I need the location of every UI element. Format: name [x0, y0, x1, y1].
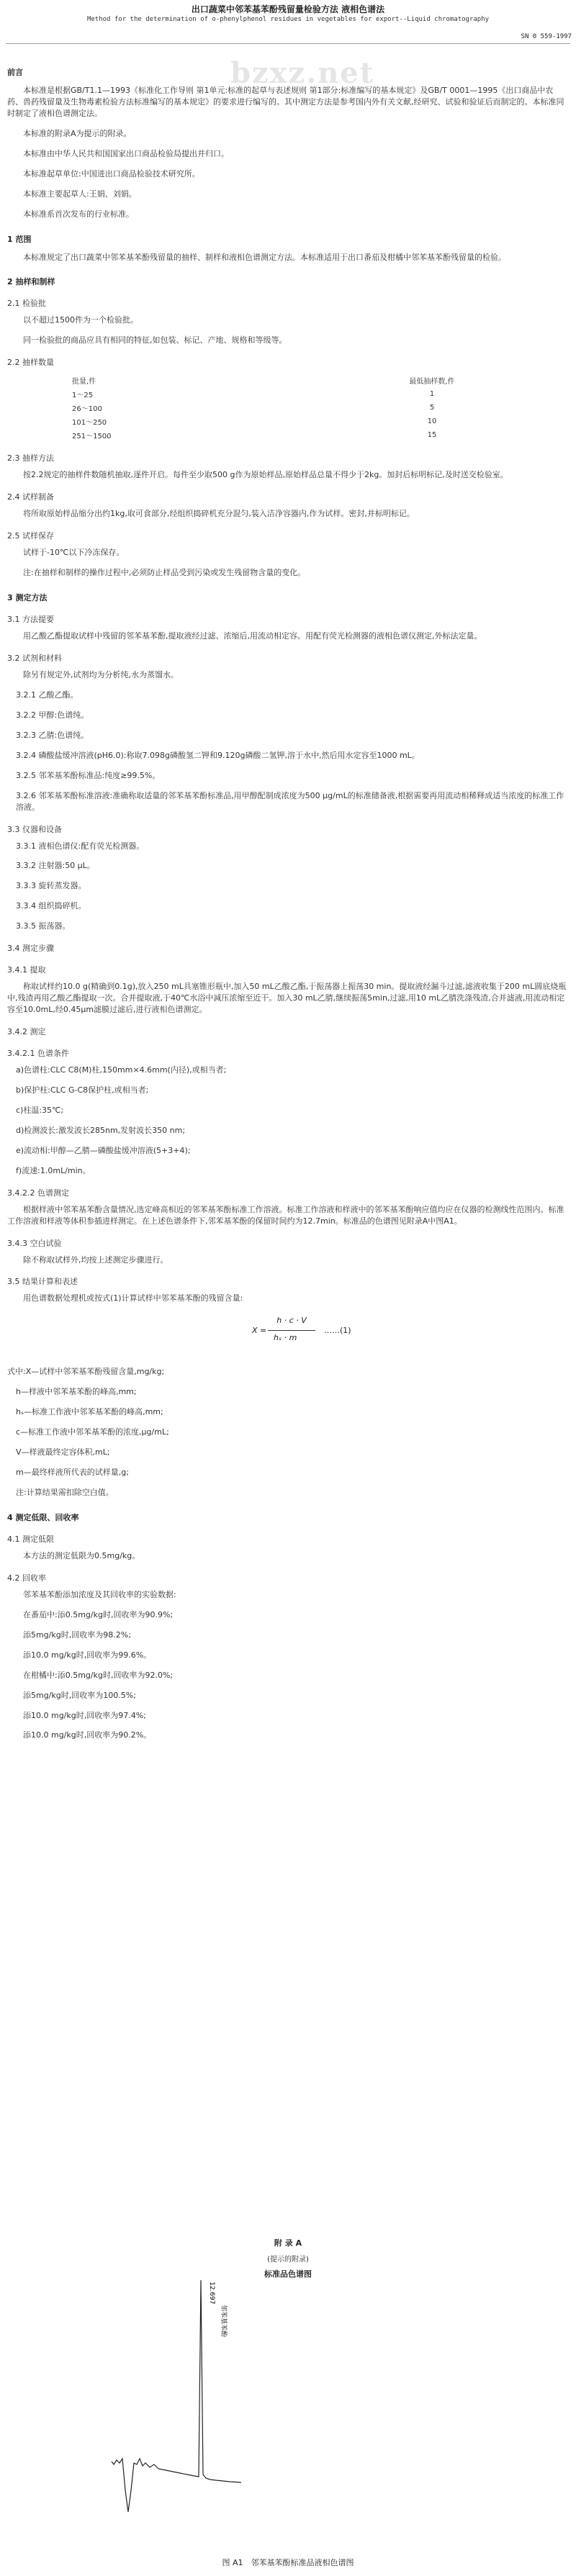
where-v: V—样液最终定容体积,mL;: [16, 1447, 110, 1458]
table-header-cell: 最低抽样数,件: [409, 378, 455, 387]
section-3-heading: 3 测定方法: [7, 593, 48, 603]
where-h: h—样液中邻苯基苯酚的峰高,mm;: [16, 1387, 137, 1397]
foreword-p1: 本标准是根据GB/T1.1—1993《标准化工作导则 第1单元:标准的起草与表述规则 第1部分:标准编写的基本规定》及GB/T 0001—1995《出口商品中农药、兽药残留量及生物毒素检验方法标准编写的基本规定》的要求进行编写的。其中测定方法是参考国内外有关文献,经研究、试验和验证后而制定的。本标准同时制定了液相色谱测定法。: [7, 86, 564, 118]
table-row: [50, 428, 475, 442]
foreword-heading: 前言: [7, 68, 23, 77]
foreword-p5: 本标准主要起草人:王娟、刘娟。: [23, 189, 137, 199]
table-cell: 1～25: [72, 392, 94, 400]
para-4-2: 邻苯基苯酚添加浓度及其回收率的实验数据:: [23, 1589, 176, 1599]
foreword-p6: 本标准系首次发布的行业标准。: [23, 209, 134, 219]
recovery-7: 添10.0 mg/kg时,回收率为90.2%。: [23, 1730, 152, 1740]
where-c: c—标准工作液中邻苯基苯酚的浓度,μg/mL;: [16, 1427, 169, 1437]
foreword-p4: 本标准起草单位:中国进出口商品检验技术研究所。: [23, 168, 200, 178]
condition-d: d)检测波长:激发波长285nm,发射波长350 nm;: [16, 1125, 186, 1135]
heading-3-5: 3.5 结果计算和表述: [7, 1277, 78, 1287]
item-3-3-4: 3.3.4 组织捣碎机。: [16, 901, 86, 911]
heading-3-3: 3.3 仪器和设备: [7, 824, 62, 834]
para-2-1a: 以不超过1500件为一个检验批。: [23, 315, 138, 325]
where-hs: hₛ—标准工作液中邻苯基苯酚的峰高,mm;: [16, 1407, 163, 1417]
item-3-2-5: 3.2.5 邻苯基苯酚标准品:纯度≥99.5%。: [16, 770, 161, 780]
formula-denominator: hₛ · m: [274, 1333, 297, 1343]
doc-title: 出口蔬菜中邻苯基苯酚残留量检验方法 液相色谱法: [191, 4, 385, 14]
heading-3-2: 3.2 试剂和材料: [7, 654, 62, 663]
section-1-heading: 1 范围: [7, 234, 32, 244]
heading-3-4-2: 3.4.2 测定: [7, 1027, 46, 1036]
heading-2-1: 2.1 检验批: [7, 299, 46, 309]
foreword-p2: 本标准的附录A为提示的附录。: [23, 128, 132, 138]
heading-2-4: 2.4 试样制备: [7, 492, 54, 502]
table-cell: 15: [427, 431, 437, 440]
para-2-3: 按2.2规定的抽样件数随机抽取,逐件开启。每件至少取500 g作为原始样品,原始样品总量不得少于2kg。加封后标明标记,及时送交检验室。: [23, 470, 508, 480]
heading-3-4-2-2: 3.4.2.2 色谱测定: [7, 1188, 69, 1198]
heading-3-4-1: 3.4.1 提取: [7, 965, 46, 975]
condition-f: f)流速:1.0mL/min。: [16, 1165, 91, 1175]
peak-time-label: 12.697: [208, 2282, 215, 2305]
heading-2-5: 2.5 试样保存: [7, 531, 54, 541]
para-3-5: 用色谱数据处理机或按式(1)计算试样中邻苯基苯酚的残留含量:: [23, 1293, 243, 1303]
formula-numerator: h · c · V: [276, 1316, 307, 1326]
formula-lhs: X =: [252, 1326, 267, 1336]
document-body: [7, 53, 569, 1750]
table-row: [50, 401, 475, 415]
item-3-2-2: 3.2.2 甲醇:色谱纯。: [16, 710, 89, 720]
recovery-4: 在柑橘中:添0.5mg/kg时,回收率为92.0%;: [23, 1670, 174, 1680]
para-2-5a: 试样于-10℃以下冷冻保存。: [23, 548, 125, 558]
item-3-3-1: 3.3.1 液相色谱仪:配有荧光检测器。: [16, 841, 145, 851]
table-cell: 10: [427, 417, 437, 426]
table-cell: 26～100: [72, 405, 102, 414]
para-2-4: 将所取原始样品缩分出约1kg,取可食部分,经组织捣碎机充分混匀,装入洁净容器内,作为试样。密封,并标明标记。: [23, 509, 415, 519]
heading-4-1: 4.1 测定低限: [7, 1534, 54, 1544]
heading-3-1: 3.1 方法提要: [7, 615, 54, 625]
table-cell: 5: [429, 404, 435, 412]
para-3-2: 除另有规定外,试剂均为分析纯,水为蒸馏水。: [23, 670, 179, 679]
peak-compound-label: 邻苯基苯酚: [220, 2305, 227, 2338]
table-row: [50, 387, 475, 401]
table-cell: 251～1500: [72, 433, 112, 441]
foreword-p3: 本标准由中华人民共和国国家出口商品检验局提出并归口。: [23, 148, 229, 158]
calc-note: 注:计算结果需扣除空白值。: [16, 1488, 114, 1497]
heading-3-4-3: 3.4.3 空白试验: [7, 1238, 62, 1248]
item-3-2-3: 3.2.3 乙腈:色谱纯。: [16, 730, 89, 740]
para-3-4-1: 称取试样约10.0 g(精确到0.1g),放入250 mL具塞锥形瓶中,加入50 mL乙酸乙酯,于振荡器上振荡30 min。提取液经漏斗过滤,滤液收集于200 mL圆底烧瓶中,残渣再用乙酸乙酯提取一次。合并提取液,于40℃水浴中减压浓缩至近干。加入30 mL乙腈,继续振荡5min,过滤,用10 mL乙腈洗涤残渣,合并滤液,用流动相定容至10.0mL,经0.45μm滤膜过滤后,进行液相色谱测定。: [7, 982, 567, 1015]
item-3-3-5: 3.3.5 振荡器。: [16, 921, 71, 931]
para-3-4-2-2: 根据样液中邻苯基苯酚含量情况,选定峰高相近的邻苯基苯酚标准工作溶液。标准工作溶液和样液中的邻苯基苯酚响应值均应在仪器的检测线性范围内。标准工作溶液和样液等体积参插进样测定。在上述色谱条件下,邻苯基苯酚的保留时间约为12.7min。标准品的色谱图见附录A中图A1。: [7, 1204, 564, 1226]
para-3-4-3: 除不称取试样外,均按上述测定步骤进行。: [23, 1255, 168, 1265]
formula-1: [7, 1313, 569, 1356]
recovery-6: 添10.0 mg/kg时,回收率为97.4%;: [23, 1710, 146, 1720]
condition-e: e)流动相:甲醇—乙腈—磷酸盐缓冲溶液(5+3+4);: [16, 1145, 191, 1155]
section-4-heading: 4 测定低限、回收率: [7, 1512, 79, 1522]
heading-3-4: 3.4 测定步骤: [7, 944, 54, 954]
item-3-2-4: 3.2.4 磷酸盐缓冲溶液(pH6.0):称取7.098g磷酸氢二钾和9.120g磷酸二氢钾,溶于水中,然后用水定容至1000 mL。: [16, 750, 420, 760]
table-header-row: [50, 374, 475, 387]
appendix-subtitle: 标准品色谱图: [264, 2269, 312, 2279]
formula-tag: ……(1): [324, 1326, 351, 1336]
header-rule: [6, 43, 570, 44]
para-4-1: 本方法的测定低限为0.5mg/kg。: [23, 1550, 140, 1560]
table-row: [50, 415, 475, 428]
table-cell: 1: [429, 390, 435, 399]
para-2-5b: 注:在抽样和制样的操作过程中,必须防止样品受到污染或发生残留物含量的变化。: [23, 568, 306, 578]
where-clause: 式中:X—试样中邻苯基苯酚残留含量,mg/kg;: [7, 1367, 165, 1377]
fraction-bar: [268, 1330, 315, 1331]
item-3-2-1: 3.2.1 乙酸乙酯。: [16, 690, 78, 700]
recovery-3: 添10.0 mg/kg时,回收率为99.6%。: [23, 1650, 152, 1660]
appendix-title: 附 录 A: [274, 2238, 302, 2248]
para-3-1: 用乙酸乙酯提取试样中残留的邻苯基苯酚,提取液经过滤、浓缩后,用流动相定容。用配有荧光检测器的液相色谱仪测定,外标法定量。: [23, 631, 482, 641]
standard-number: SN 0 559-1997: [521, 33, 572, 40]
appendix-note: (提示的附录): [267, 2256, 309, 2264]
recovery-1: 在番茄中:添0.5mg/kg时,回收率为90.9%;: [23, 1609, 174, 1619]
condition-b: b)保护柱:CLC G-C8保护柱,或相当者;: [16, 1085, 149, 1095]
item-3-3-3: 3.3.3 旋转蒸发器。: [16, 881, 86, 891]
para-2-1b: 同一检验批的商品应具有相同的特征,如包装、标记、产地、规格和等级等。: [23, 335, 287, 345]
figure-caption: 图 A1 邻苯基苯酚标准品液相色谱图: [222, 2558, 354, 2567]
condition-a: a)色谱柱:CLC C8(M)柱,150mm×4.6mm(内径),或相当者;: [16, 1065, 227, 1075]
condition-c: c)柱温:35℃;: [16, 1105, 64, 1115]
section-2-heading: 2 抽样和制样: [7, 277, 55, 287]
heading-3-4-2-1: 3.4.2.1 色谱条件: [7, 1049, 69, 1058]
recovery-5: 添5mg/kg时,回收率为100.5%;: [23, 1690, 136, 1700]
table-cell: 101～250: [72, 419, 107, 428]
item-3-3-2: 3.3.2 注射器:50 μL。: [16, 861, 95, 871]
chromatogram: [108, 2274, 468, 2555]
heading-2-2: 2.2 抽样数量: [7, 358, 54, 368]
section-1-text: 本标准规定了出口蔬菜中邻苯基苯酚残留量的抽样、制样和液相色谱测定方法。本标准适用于出口番茄及柑橘中邻苯基苯酚残留量的检验。: [23, 252, 506, 262]
where-m: m—最终样液所代表的试样量,g;: [16, 1468, 129, 1478]
item-3-2-6: 3.2.6 邻苯基苯酚标准溶液:准确称取适量的邻苯基苯酚标准品,用甲醇配制成浓度为500 μg/mL的标准储备液,根据需要再用流动相稀释成适当浓度的标准工作溶液。: [16, 790, 564, 812]
doc-subtitle: Method for the determination of o-phenylphenol residues in vegetables for export--Liquid chromatography: [86, 16, 490, 23]
heading-2-3: 2.3 抽样方法: [7, 453, 54, 464]
heading-4-2: 4.2 回收率: [7, 1573, 46, 1583]
sampling-table: [50, 374, 475, 442]
watermark: bzxz.net: [230, 56, 375, 90]
table-header-cell: 批量,件: [72, 378, 96, 387]
recovery-2: 添5mg/kg时,回收率为98.2%;: [23, 1630, 131, 1640]
